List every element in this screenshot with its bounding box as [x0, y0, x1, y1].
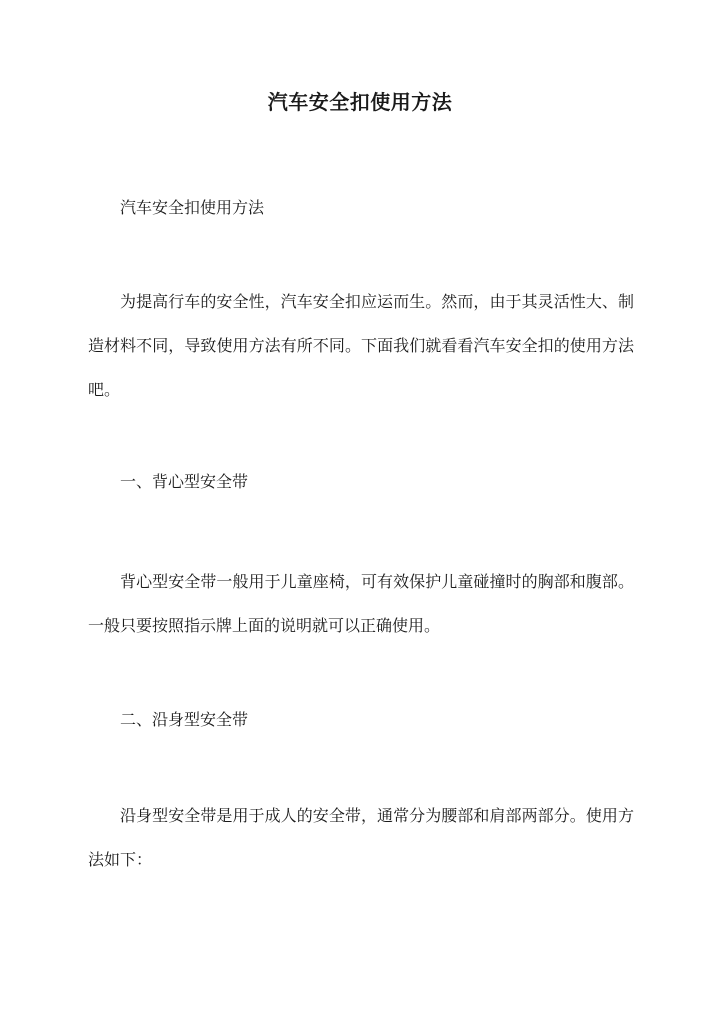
document-subtitle: [88, 186, 634, 230]
section-body-vest-belt: [88, 560, 634, 648]
section-heading-vest-belt: [88, 460, 634, 504]
section-heading-text: 二、沿身型安全带: [120, 710, 249, 729]
subtitle-text: 汽车安全扣使用方法: [120, 198, 265, 217]
document-title: 汽车安全扣使用方法: [267, 90, 453, 114]
section-body-text: 沿身型安全带是用于成人的安全带，通常分为腰部和肩部两部分。使用方法如下：: [88, 806, 634, 869]
section-body-body-belt: [88, 794, 634, 882]
section-body-text: 背心型安全带一般用于儿童座椅，可有效保护儿童碰撞时的胸部和腹部。一般只要按照指示牌上面的说明就可以正确使用。: [88, 572, 634, 635]
intro-text: 为提高行车的安全性，汽车安全扣应运而生。然而，由于其灵活性大、制造材料不同，导致使用方法有所不同。下面我们就看看汽车安全扣的使用方法吧。: [88, 292, 634, 399]
intro-paragraph: [88, 280, 634, 412]
section-heading-body-belt: [88, 698, 634, 742]
section-heading-text: 一、背心型安全带: [120, 472, 249, 491]
